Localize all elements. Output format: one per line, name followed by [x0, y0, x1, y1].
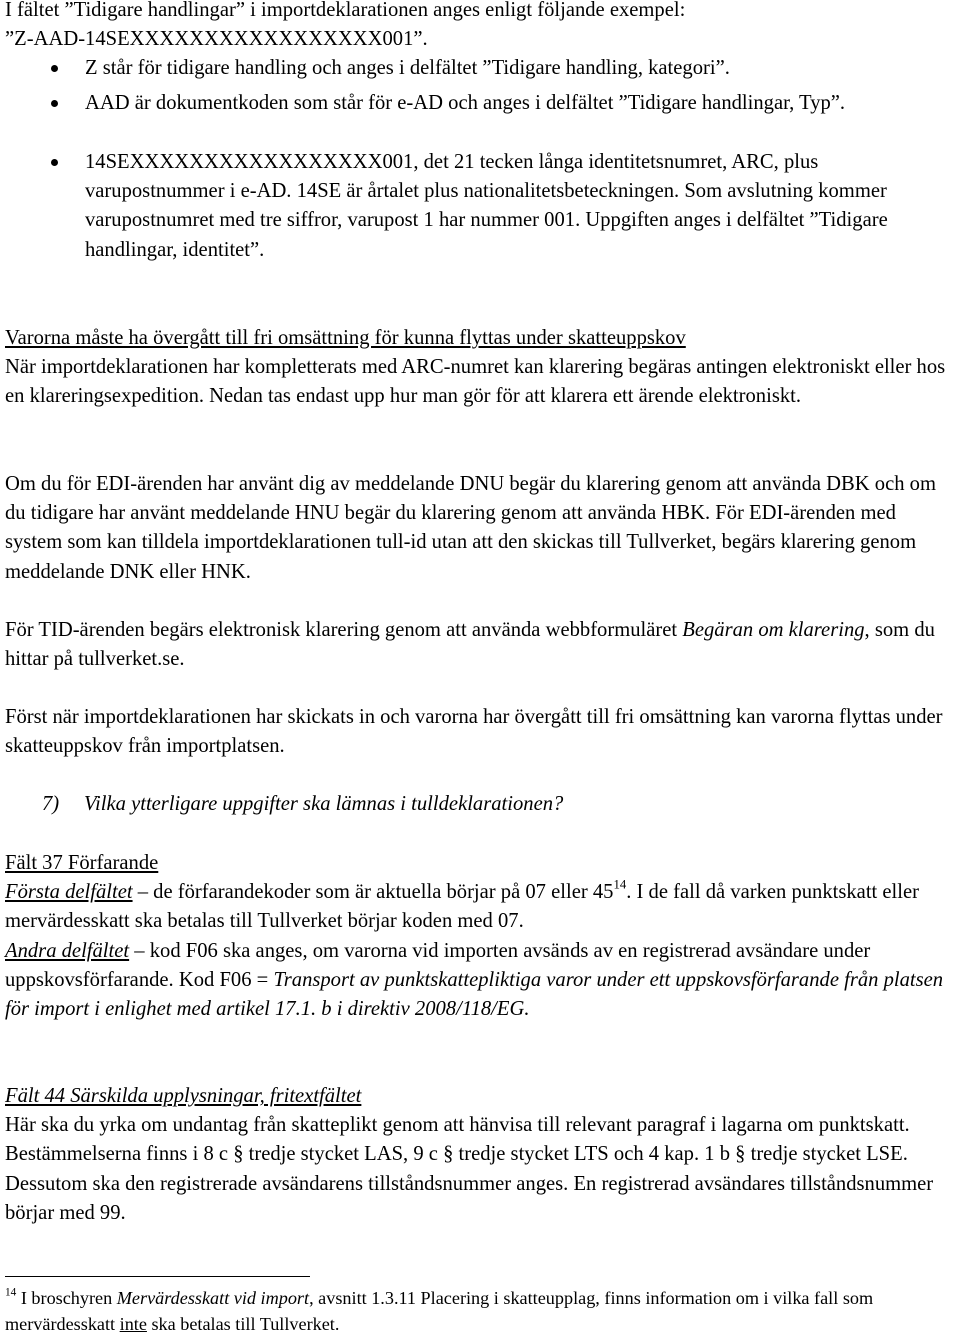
bullet-text: Z står för tidigare handling och anges i delfältet ”Tidigare handling, kategori”. — [85, 57, 730, 79]
bullet-item — [5, 89, 955, 118]
bullet-icon — [51, 159, 58, 166]
paragraph-tid — [5, 616, 955, 674]
f06-definition: Transport av punktskattepliktiga varor under ett uppskovsförfarande från platsen för import i enlighet med artikel 17.1. b i direktiv 2008/118/EG. — [5, 968, 944, 1021]
falt44-heading: Fält 44 Särskilda upplysningar, fritextfältet — [5, 1085, 362, 1107]
question-item — [42, 790, 955, 819]
question-text: Vilka ytterligare uppgifter ska lämnas i tulldeklarationen? — [84, 793, 564, 815]
paragraph-text: Här ska du yrka om undantag från skatteplikt genom att hänvisa till relevant paragraf i lagarna om punktskatt. Bestämmelserna finns i 8 c § tredje stycket LAS, 9 c § tredje stycket LTS och 4 kap. 1 b § tredje stycket LSE. Dessutom ska den registrerade avsändarens tillståndsnummer anges. En registrerad avsändares tillståndsnummer börjar med 99. — [5, 1114, 934, 1224]
intro-line-2: ”Z-AAD-14SEXXXXXXXXXXXXXXXXX001”. — [5, 28, 428, 51]
bullet-item — [5, 148, 955, 265]
bullet-icon — [51, 100, 58, 107]
section-heading-skatteuppskov-para — [5, 324, 955, 412]
footnote-text: ska betalas till Tullverket. — [146, 1314, 340, 1334]
falt44-section — [5, 1082, 955, 1228]
falt37-section — [5, 849, 955, 1024]
paragraph-text: . I de fall då varken punktskatt eller mervärdesskatt ska betalas till Tullverket börjar koden med 07. — [5, 881, 919, 933]
question-number: 7) — [42, 793, 60, 815]
footnote — [5, 1285, 955, 1337]
form-name: Begäran om klarering — [682, 619, 865, 641]
paragraph-text: – kod F06 ska anges, om varorna vid importen avsänds av en registrerad avsändare under uppskovsförfarande. Kod F06 = — [5, 939, 871, 991]
second-subfield-label: Andra delfältet — [5, 939, 130, 962]
brochure-title: Mervärdesskatt vid import — [116, 1288, 310, 1308]
footnote-text: I broschyren — [16, 1288, 117, 1308]
paragraph-edi: Om du för EDI-ärenden har använt dig av meddelande DNU begär du klarering genom att använda DBK och om du tidigare har använt meddelande HNU begär du klarering genom att använda HBK. För EDI-ärenden med system som kan tilldela importdeklarationen tull-id utan att den skickas till Tullverket, begärs klarering genom meddelande DNK eller HNK. — [5, 473, 936, 583]
footnote-reference: 14 — [613, 877, 627, 892]
bullet-text: 14SEXXXXXXXXXXXXXXXXX001, det 21 tecken långa identitetsnumret, ARC, plus varupostnummer i e-AD. 14SE är årtalet plus nationalitetsbeteckningen. Som avslutning kommer varupostnumret med tre siffror, varupost 1 har nummer 001. Uppgiften anges i delfältet ”Tidigare handlingar, identitet”. — [85, 151, 888, 261]
section-heading: Varorna måste ha övergått till fri omsättning för kunna flyttas under skatteuppskov — [5, 327, 686, 349]
bullet-icon — [51, 65, 58, 72]
first-subfield-label: Första delfältet — [5, 881, 133, 904]
footnote-mark: 14 — [5, 1286, 17, 1299]
footnote-text: , avsnitt 1.3.11 Placering i skatteupplag, finns information om i vilka fall som mervärdesskatt — [5, 1288, 874, 1334]
paragraph-text: , som du hittar på tullverket.se. — [5, 619, 935, 671]
intro-paragraph — [5, 0, 955, 54]
bullet-item — [5, 54, 955, 83]
emphasis-inte: inte — [119, 1314, 147, 1334]
paragraph-text: – de förfarandekoder som är aktuella börjar på 07 eller 45 — [132, 881, 614, 904]
paragraph-text: För TID-ärenden begärs elektronisk klarering genom att använda webbformuläret — [5, 619, 683, 641]
bullet-text: AAD är dokumentkoden som står för e-AD och anges i delfältet ”Tidigare handlingar, Typ”. — [85, 92, 846, 114]
footnote-divider — [5, 1276, 310, 1277]
intro-line-1: I fältet ”Tidigare handlingar” i importdeklarationen anges enligt följande exempel: — [5, 0, 686, 21]
paragraph-forst: Först när importdeklarationen har skickats in och varorna har övergått till fri omsättning kan varorna flyttas under skatteuppskov från importplatsen. — [5, 706, 943, 758]
paragraph-text: När importdeklarationen har kompletterats med ARC-numret kan klarering begäras antingen elektroniskt eller hos en klareringsexpedition. Nedan tas endast upp hur man gör för att klarera ett ärende elektroniskt. — [5, 356, 946, 408]
falt37-heading: Fält 37 Förfarande — [5, 852, 159, 874]
